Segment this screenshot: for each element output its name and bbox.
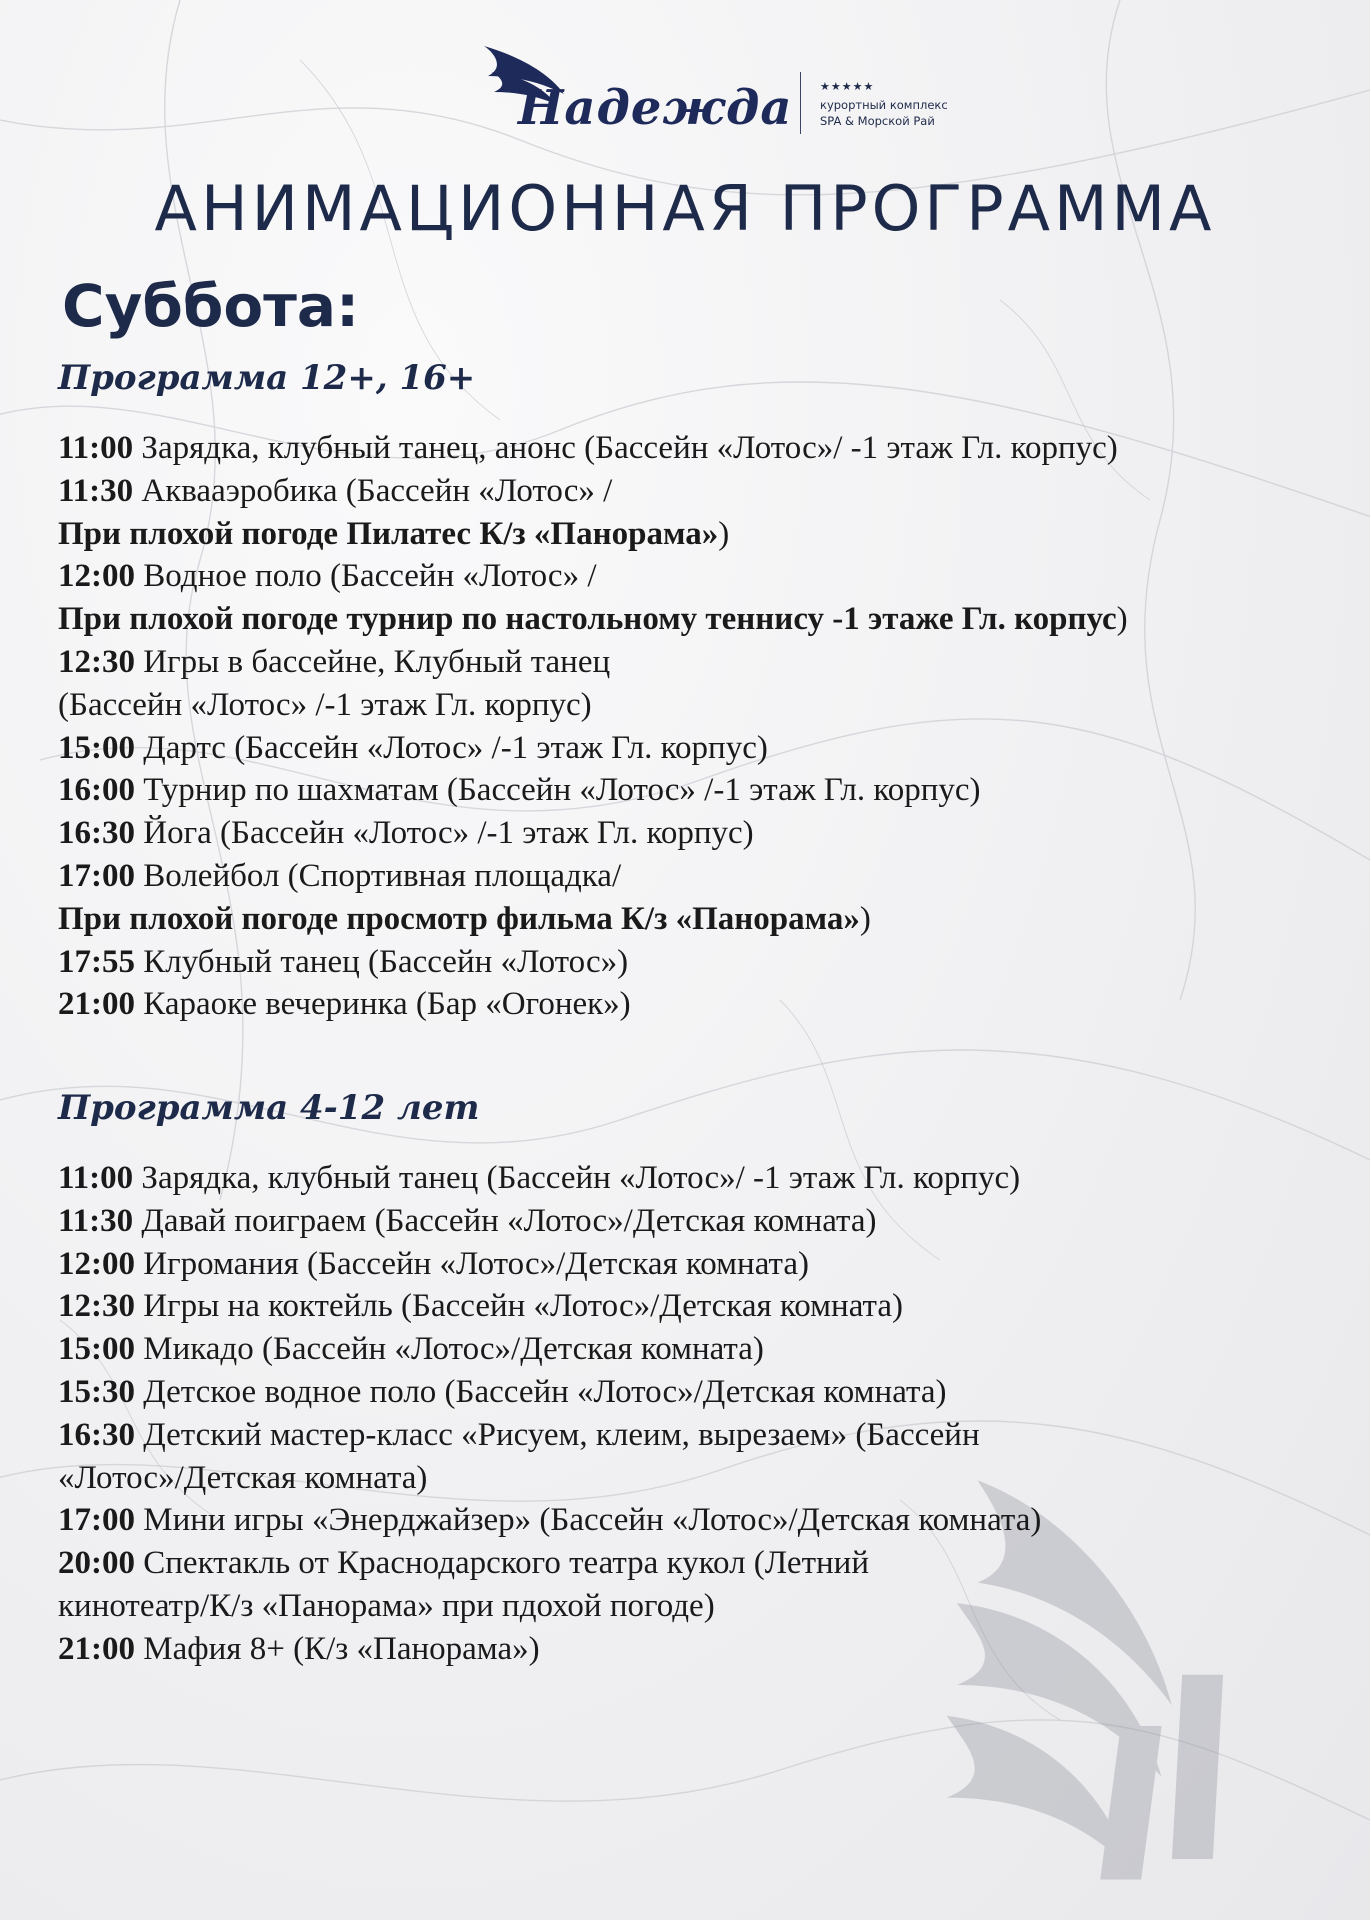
schedule-time: 11:00 bbox=[58, 1160, 134, 1196]
schedule-text: кинотеатр/К/з «Панорама» при пдохой погоде) bbox=[58, 1587, 715, 1624]
schedule-list-kids bbox=[58, 1157, 1041, 1671]
schedule-time: 12:30 bbox=[58, 643, 135, 680]
schedule-time: 12:30 bbox=[58, 1288, 135, 1325]
schedule-text: Водное поло (Бассейн «Лотос» / bbox=[135, 558, 597, 595]
schedule-text: Мини игры «Энерджайзер» (Бассейн «Лотос»/Детская комната) bbox=[135, 1502, 1042, 1539]
schedule-time: 15:00 bbox=[58, 729, 135, 766]
schedule-text: (Бассейн «Лотос» /-1 этаж Гл. корпус) bbox=[58, 686, 592, 723]
schedule-line bbox=[58, 898, 1128, 941]
schedule-line bbox=[58, 727, 1128, 770]
schedule-line bbox=[58, 1542, 1041, 1585]
brand-subtitle-line1: курортный комплекс bbox=[820, 98, 948, 112]
schedule-line bbox=[58, 1328, 1041, 1371]
schedule-text: Караоке вечеринка (Бар «Огонек») bbox=[135, 986, 631, 1023]
schedule-line bbox=[58, 812, 1128, 855]
schedule-time: 21:00 bbox=[58, 1630, 135, 1667]
schedule-line bbox=[58, 598, 1128, 641]
schedule-text: Спектакль от Краснодарского театра кукол (Летний bbox=[135, 1545, 869, 1582]
schedule-line bbox=[58, 1499, 1041, 1542]
schedule-line bbox=[58, 1243, 1041, 1286]
day-heading: Суббота: bbox=[62, 272, 360, 340]
schedule-text: Турнир по шахматам (Бассейн «Лотос» /-1 этаж Гл. корпус) bbox=[135, 772, 981, 809]
schedule-text: Детский мастер-класс «Рисуем, клеим, вырезаем» (Бассейн bbox=[135, 1416, 980, 1453]
schedule-line bbox=[58, 555, 1128, 598]
schedule-text: Игры на коктейль (Бассейн «Лотос»/Детская комната) bbox=[135, 1288, 903, 1325]
schedule-line bbox=[58, 1628, 1041, 1671]
schedule-text: Микадо (Бассейн «Лотос»/Детская комната) bbox=[135, 1331, 764, 1368]
section-heading-teens: Программа 12+, 16+ bbox=[58, 358, 476, 398]
schedule-text: Йога (Бассейн «Лотос» /-1 этаж Гл. корпус) bbox=[135, 815, 754, 852]
page-title: АНИМАЦИОННАЯ ПРОГРАММА bbox=[154, 172, 1216, 245]
schedule-line bbox=[58, 641, 1128, 684]
schedule-time: 17:55 bbox=[58, 943, 135, 980]
schedule-time: 17:00 bbox=[58, 1502, 135, 1539]
schedule-text: Волейбол (Спортивная площадка/ bbox=[135, 857, 622, 894]
schedule-time: 16:00 bbox=[58, 772, 135, 809]
schedule-text: ) bbox=[859, 900, 871, 937]
schedule-time: 11:30 bbox=[58, 472, 134, 509]
section-heading-kids: Программа 4-12 лет bbox=[58, 1088, 480, 1128]
brand-subtitle-line2: SPA & Морской Рай bbox=[820, 114, 935, 128]
schedule-line bbox=[58, 1200, 1041, 1243]
schedule-text: Зарядка, клубный танец (Бассейн «Лотос»/ -1 этаж Гл. корпус) bbox=[133, 1160, 1021, 1196]
schedule-text: Дартс (Бассейн «Лотос» /-1 этаж Гл. корпус) bbox=[135, 729, 768, 766]
bad-weather-note: При плохой погоде просмотр фильма К/з «Панорама» bbox=[58, 900, 860, 937]
schedule-text: Игромания (Бассейн «Лотос»/Детская комната) bbox=[135, 1245, 809, 1282]
schedule-line bbox=[58, 1285, 1041, 1328]
schedule-line bbox=[58, 1414, 1041, 1457]
schedule-text: Давай поиграем (Бассейн «Лотос»/Детская комната) bbox=[133, 1202, 877, 1239]
schedule-line bbox=[58, 855, 1128, 898]
schedule-time: 12:00 bbox=[58, 1245, 135, 1282]
schedule-text: Детское водное поло (Бассейн «Лотос»/Детская комната) bbox=[135, 1373, 947, 1410]
schedule-line bbox=[58, 1585, 1041, 1628]
schedule-text: «Лотос»/Детская комната) bbox=[58, 1459, 428, 1496]
schedule-line bbox=[58, 427, 1128, 470]
schedule-time: 15:30 bbox=[58, 1373, 135, 1410]
schedule-time: 17:00 bbox=[58, 857, 135, 894]
schedule-list-teens bbox=[58, 427, 1128, 1026]
schedule-time: 20:00 bbox=[58, 1545, 135, 1582]
schedule-text: Мафия 8+ (К/з «Панорама») bbox=[135, 1630, 540, 1667]
schedule-text: Зарядка, клубный танец, анонс (Бассейн «Лотос»/ -1 этаж Гл. корпус) bbox=[133, 430, 1118, 466]
schedule-text: Аквааэробика (Бассейн «Лотос» / bbox=[133, 472, 613, 509]
schedule-text: Игры в бассейне, Клубный танец bbox=[135, 643, 611, 680]
schedule-line bbox=[58, 769, 1128, 812]
schedule-time: 15:00 bbox=[58, 1331, 135, 1368]
schedule-text: Клубный танец (Бассейн «Лотос») bbox=[135, 943, 629, 980]
schedule-time: 21:00 bbox=[58, 986, 135, 1023]
schedule-line bbox=[58, 684, 1128, 727]
schedule-line bbox=[58, 1371, 1041, 1414]
schedule-time: 11:00 bbox=[58, 430, 134, 466]
schedule-time: 12:00 bbox=[58, 558, 135, 595]
schedule-text: ) bbox=[718, 515, 730, 552]
schedule-line bbox=[58, 941, 1128, 984]
brand-name: Надежда bbox=[518, 80, 793, 136]
brand-logo bbox=[478, 42, 958, 142]
schedule-line bbox=[58, 470, 1128, 513]
schedule-time: 16:30 bbox=[58, 1416, 135, 1453]
logo-divider bbox=[800, 72, 801, 134]
schedule-line bbox=[58, 513, 1128, 556]
bad-weather-note: При плохой погоде турнир по настольному теннису -1 этаже Гл. корпус bbox=[58, 601, 1117, 638]
rating-stars: ★★★★★ bbox=[820, 80, 875, 93]
schedule-line bbox=[58, 1157, 1041, 1200]
schedule-line bbox=[58, 1457, 1041, 1500]
schedule-text: ) bbox=[1116, 601, 1128, 638]
schedule-line bbox=[58, 983, 1128, 1026]
schedule-time: 16:30 bbox=[58, 815, 135, 852]
bad-weather-note: При плохой погоде Пилатес К/з «Панорама» bbox=[58, 515, 719, 552]
schedule-time: 11:30 bbox=[58, 1202, 134, 1239]
